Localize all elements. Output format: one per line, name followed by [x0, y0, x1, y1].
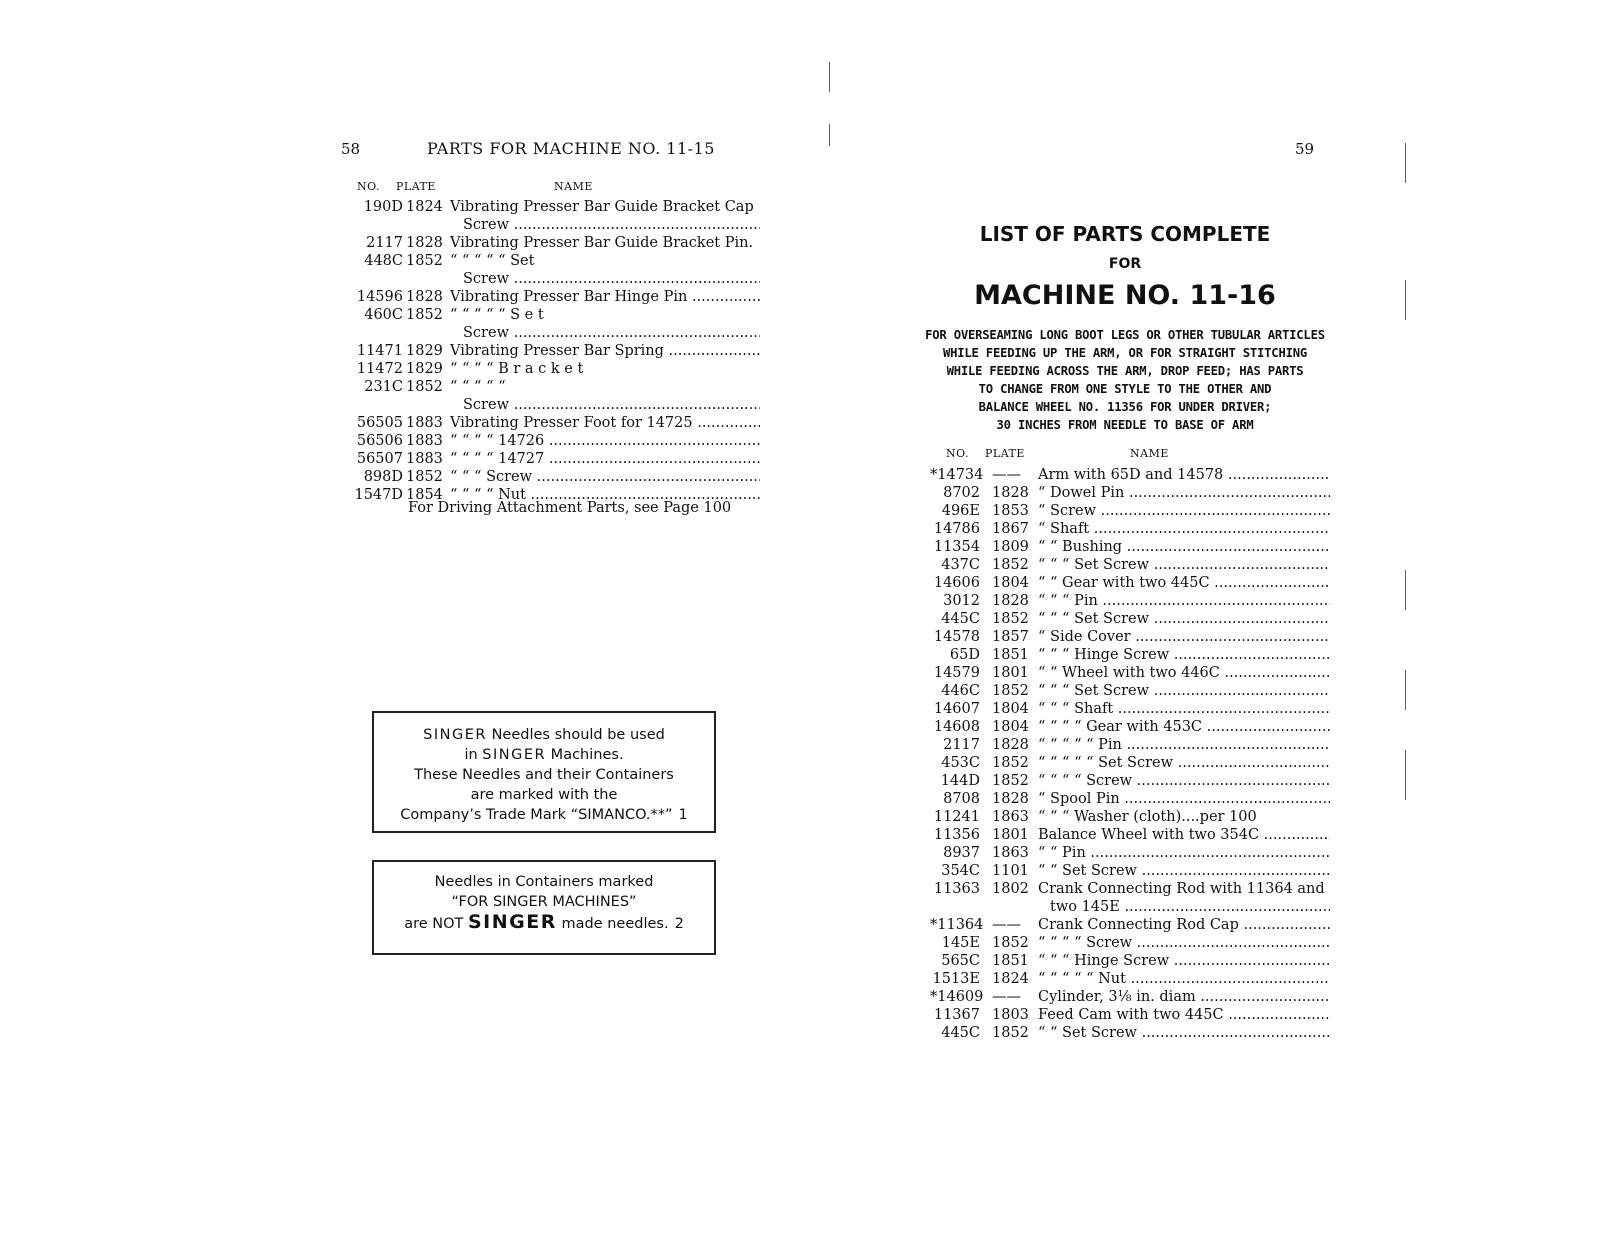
- part-number: 11363: [933, 881, 980, 897]
- right-page-number: 59: [1295, 140, 1315, 158]
- part-number: 56506: [356, 433, 403, 449]
- part-number: 14579: [933, 665, 980, 681]
- table-row: [930, 700, 1330, 718]
- left-header-no: NO.: [357, 180, 380, 193]
- part-name: “ “ “ “ “ Set: [450, 253, 535, 269]
- part-number: 8937: [943, 845, 980, 861]
- list-title-for: FOR: [1108, 256, 1142, 272]
- part-number: 446C: [941, 683, 980, 699]
- plate-number: 1867: [992, 521, 1029, 537]
- part-number: 8702: [943, 485, 980, 501]
- plate-number: 1828: [406, 235, 443, 251]
- notice-line-3: These Needles and their Containers: [414, 767, 674, 783]
- notice-line-5: Company’s Trade Mark “SIMANCO.**” 1: [400, 807, 688, 823]
- part-name: “ “ “ Set Screw .....: [1038, 682, 1330, 700]
- table-row: [930, 898, 1330, 916]
- plate-number: 1824: [406, 199, 443, 215]
- part-number: *14734: [930, 467, 984, 483]
- plate-number: 1828: [992, 593, 1029, 609]
- table-row: [930, 1006, 1330, 1024]
- part-name: “ “ “ “ “ Nut .....: [1038, 970, 1330, 988]
- plate-number: 1828: [992, 791, 1029, 807]
- part-number: 8708: [943, 791, 980, 807]
- table-row: [930, 592, 1330, 610]
- table-row: [930, 610, 1330, 628]
- warning-notice-box: [372, 860, 716, 955]
- table-row: [340, 234, 760, 252]
- table-row: [930, 646, 1330, 664]
- table-row: [930, 718, 1330, 736]
- plate-number: 1828: [406, 289, 443, 305]
- part-number: 56507: [356, 451, 403, 467]
- notice-line-2: in SINGER Machines.: [464, 747, 624, 763]
- part-name: Feed Cam with two 445C .....: [1038, 1006, 1330, 1024]
- part-number: 445C: [941, 1025, 980, 1041]
- part-number: 145E: [941, 935, 980, 951]
- plate-number: 1863: [992, 809, 1029, 825]
- plate-number: 1804: [992, 701, 1029, 717]
- part-number: 11356: [933, 827, 980, 843]
- table-row: [930, 736, 1330, 754]
- plate-number: 1852: [406, 307, 443, 323]
- part-name: Balance Wheel with two 354C .....: [1038, 826, 1330, 844]
- table-row: [340, 252, 760, 270]
- plate-number: 1852: [406, 253, 443, 269]
- plate-number: 1802: [992, 881, 1029, 897]
- left-header-plate: PLATE: [396, 180, 436, 193]
- description-line: BALANCE WHEEL NO. 11356 FOR UNDER DRIVER;: [978, 400, 1272, 414]
- left-parts-list: [340, 198, 760, 504]
- part-number: 448C: [364, 253, 403, 269]
- right-header-name: NAME: [1130, 447, 1169, 460]
- table-row: [930, 466, 1330, 484]
- table-row: [340, 360, 760, 378]
- part-name: “ “ Bushing .....: [1038, 538, 1330, 556]
- part-name: “ “ “ Hinge Screw .....: [1038, 952, 1330, 970]
- part-number: 14607: [933, 701, 980, 717]
- part-name: Vibrating Presser Bar Spring .....: [450, 342, 760, 360]
- list-title: LIST OF PARTS COMPLETE: [979, 222, 1271, 246]
- part-name: Vibrating Presser Foot for 14725 .....: [450, 414, 760, 432]
- table-row: [930, 556, 1330, 574]
- plate-number: 1852: [992, 557, 1029, 573]
- part-name: “ Side Cover .....: [1038, 628, 1330, 646]
- table-row: [340, 414, 760, 432]
- part-number: 1547D: [354, 487, 403, 503]
- needles-notice-box: [372, 711, 716, 833]
- part-name: “ “ “ “ 14726 .....: [450, 432, 760, 450]
- part-number: 898D: [363, 469, 403, 485]
- part-name: “ “ Gear with two 445C .....: [1038, 574, 1330, 592]
- part-number: 144D: [940, 773, 980, 789]
- part-name: “ “ “ “ “: [450, 379, 506, 395]
- part-name: “ “ “ “ Screw .....: [1038, 772, 1330, 790]
- table-row: [340, 378, 760, 396]
- part-name: “ Dowel Pin .....: [1038, 484, 1330, 502]
- plate-number: 1824: [992, 971, 1029, 987]
- part-name: “ “ “ “ “ Pin .....: [1038, 736, 1330, 754]
- plate-number: 1852: [406, 379, 443, 395]
- part-number: 14608: [933, 719, 980, 735]
- left-page-number: 58: [341, 140, 361, 158]
- part-name: “ “ Wheel with two 446C .....: [1038, 664, 1330, 682]
- part-number: 1513E: [932, 971, 980, 987]
- plate-number: 1801: [992, 665, 1029, 681]
- part-number: 11367: [933, 1007, 980, 1023]
- part-name: “ “ Set Screw .....: [1038, 862, 1330, 880]
- part-name: Cylinder, 3⅛ in. diam .....: [1038, 988, 1330, 1006]
- plate-number: 1809: [992, 539, 1029, 555]
- part-name: Screw .....: [463, 324, 760, 342]
- part-name: “ “ “ “ Gear with 453C .....: [1038, 718, 1330, 736]
- part-number: 11241: [933, 809, 980, 825]
- part-name: Screw .....: [463, 216, 760, 234]
- part-number: 65D: [949, 647, 980, 663]
- table-row: [930, 790, 1330, 808]
- table-row: [340, 432, 760, 450]
- part-name: “ “ “ “ Nut .....: [450, 486, 760, 504]
- table-row: [340, 270, 760, 288]
- plate-number: 1852: [992, 683, 1029, 699]
- part-number: 11354: [933, 539, 980, 555]
- description-line: 30 INCHES FROM NEEDLE TO BASE OF ARM: [996, 418, 1254, 432]
- part-number: 14578: [933, 629, 980, 645]
- plate-number: 1804: [992, 575, 1029, 591]
- part-name: two 145E .....: [1050, 898, 1330, 916]
- plate-number: 1828: [992, 485, 1029, 501]
- description-line: FOR OVERSEAMING LONG BOOT LEGS OR OTHER TUBULAR ARTICLES: [925, 328, 1325, 342]
- footer-note: For Driving Attachment Parts, see Page 100: [408, 500, 732, 516]
- part-name: Vibrating Presser Bar Guide Bracket Pin.: [450, 235, 754, 251]
- table-row: [930, 538, 1330, 556]
- part-number: 3012: [943, 593, 980, 609]
- plate-number: 1863: [992, 845, 1029, 861]
- part-number: 2117: [943, 737, 980, 753]
- table-row: [930, 754, 1330, 772]
- table-row: [930, 970, 1330, 988]
- part-name: “ “ “ Screw .....: [450, 468, 760, 486]
- plate-number: ——: [992, 917, 1021, 933]
- part-number: 460C: [364, 307, 403, 323]
- edge-mark: [1405, 143, 1406, 183]
- gutter-mark: [829, 62, 830, 92]
- part-name: “ Shaft .....: [1038, 520, 1330, 538]
- table-row: [930, 880, 1330, 898]
- table-row: [930, 808, 1330, 826]
- part-name: “ “ “ Set Screw .....: [1038, 610, 1330, 628]
- plate-number: ——: [992, 989, 1021, 1005]
- part-name: Vibrating Presser Bar Hinge Pin .....: [450, 288, 760, 306]
- table-row: [930, 916, 1330, 934]
- part-number: 2117: [366, 235, 403, 251]
- description-line: TO CHANGE FROM ONE STYLE TO THE OTHER AND: [978, 382, 1272, 396]
- table-row: [340, 288, 760, 306]
- table-row: [340, 198, 760, 216]
- table-row: [930, 772, 1330, 790]
- part-number: 453C: [941, 755, 980, 771]
- part-name: “ “ “ “ “ S e t: [450, 307, 544, 323]
- table-row: [340, 216, 760, 234]
- plate-number: 1854: [406, 487, 443, 503]
- plate-number: 1804: [992, 719, 1029, 735]
- plate-number: 1803: [992, 1007, 1029, 1023]
- machine-description: [905, 326, 1345, 434]
- part-number: 565C: [941, 953, 980, 969]
- warning-line-3: are NOT SINGER made needles. 2: [404, 911, 684, 933]
- edge-mark: [1405, 670, 1406, 710]
- plate-number: 1851: [992, 953, 1029, 969]
- plate-number: 1828: [992, 737, 1029, 753]
- part-number: 11471: [356, 343, 403, 359]
- part-name: “ Screw .....: [1038, 502, 1330, 520]
- right-parts-list: [930, 466, 1330, 1042]
- plate-number: 1852: [992, 1025, 1029, 1041]
- part-name: Vibrating Presser Bar Guide Bracket Cap: [450, 199, 754, 215]
- table-row: [930, 952, 1330, 970]
- edge-mark: [1405, 280, 1406, 320]
- plate-number: 1883: [406, 415, 443, 431]
- plate-number: 1829: [406, 343, 443, 359]
- table-row: [340, 468, 760, 486]
- table-row: [930, 862, 1330, 880]
- plate-number: 1101: [992, 863, 1029, 879]
- part-number: 14786: [933, 521, 980, 537]
- part-name: “ “ “ “ “ Set Screw .....: [1038, 754, 1330, 772]
- plate-number: 1852: [992, 935, 1029, 951]
- part-number: 354C: [941, 863, 980, 879]
- table-row: [930, 934, 1330, 952]
- part-number: 437C: [941, 557, 980, 573]
- part-name: “ “ Pin .....: [1038, 844, 1330, 862]
- table-row: [930, 520, 1330, 538]
- table-row: [340, 396, 760, 414]
- edge-mark: [1405, 570, 1406, 610]
- plate-number: 1857: [992, 629, 1029, 645]
- part-name: “ “ Set Screw .....: [1038, 1024, 1330, 1042]
- plate-number: ——: [992, 467, 1021, 483]
- part-number: 56505: [356, 415, 403, 431]
- table-row: [930, 1024, 1330, 1042]
- notice-line-4: are marked with the: [470, 787, 618, 803]
- part-name: “ “ “ Set Screw .....: [1038, 556, 1330, 574]
- part-name: “ Spool Pin .....: [1038, 790, 1330, 808]
- description-line: WHILE FEEDING UP THE ARM, OR FOR STRAIGHT STITCHING: [942, 346, 1307, 360]
- part-number: *14609: [930, 989, 984, 1005]
- part-name: Crank Connecting Rod Cap .....: [1038, 916, 1330, 934]
- part-name: “ “ “ Washer (cloth)....per 100: [1038, 809, 1257, 825]
- part-name: Crank Connecting Rod with 11364 and: [1038, 881, 1325, 897]
- plate-number: 1883: [406, 433, 443, 449]
- part-number: 14606: [933, 575, 980, 591]
- part-name: “ “ “ “ Screw .....: [1038, 934, 1330, 952]
- notice-line-1: SINGER Needles should be used: [423, 727, 665, 743]
- plate-number: 1851: [992, 647, 1029, 663]
- part-number: 14596: [356, 289, 403, 305]
- plate-number: 1829: [406, 361, 443, 377]
- part-number: 496E: [941, 503, 980, 519]
- plate-number: 1852: [406, 469, 443, 485]
- part-name: Screw .....: [463, 270, 760, 288]
- warning-line-1: Needles in Containers marked: [434, 874, 654, 890]
- plate-number: 1883: [406, 451, 443, 467]
- table-row: [930, 682, 1330, 700]
- part-name: Screw .....: [463, 396, 760, 414]
- table-row: [930, 664, 1330, 682]
- part-number: 231C: [364, 379, 403, 395]
- left-header-name: NAME: [554, 180, 593, 193]
- part-name: “ “ “ Pin .....: [1038, 592, 1330, 610]
- description-line: WHILE FEEDING ACROSS THE ARM, DROP FEED; HAS PARTS: [946, 364, 1304, 378]
- running-head: PARTS FOR MACHINE NO. 11-15: [427, 139, 715, 158]
- table-row: [930, 844, 1330, 862]
- table-row: [340, 342, 760, 360]
- part-name: “ “ “ “ B r a c k e t: [450, 361, 584, 377]
- plate-number: 1853: [992, 503, 1029, 519]
- part-number: 11472: [356, 361, 403, 377]
- part-name: “ “ “ “ 14727 .....: [450, 450, 760, 468]
- table-row: [340, 450, 760, 468]
- table-row: [340, 324, 760, 342]
- table-row: [930, 826, 1330, 844]
- part-name: “ “ “ Hinge Screw .....: [1038, 646, 1330, 664]
- table-row: [930, 574, 1330, 592]
- warning-line-2: “FOR SINGER MACHINES”: [451, 894, 637, 910]
- table-row: [340, 306, 760, 324]
- table-row: [930, 988, 1330, 1006]
- part-name: “ “ “ Shaft .....: [1038, 700, 1330, 718]
- plate-number: 1852: [992, 755, 1029, 771]
- part-name: Arm with 65D and 14578 .....: [1038, 466, 1330, 484]
- table-row: [930, 502, 1330, 520]
- table-row: [930, 628, 1330, 646]
- gutter-mark: [829, 124, 830, 146]
- part-number: *11364: [930, 917, 984, 933]
- right-header-no: NO.: [946, 447, 969, 460]
- plate-number: 1852: [992, 773, 1029, 789]
- machine-title: MACHINE NO. 11-16: [974, 280, 1276, 311]
- plate-number: 1852: [992, 611, 1029, 627]
- part-number: 445C: [941, 611, 980, 627]
- part-number: 190D: [363, 199, 403, 215]
- plate-number: 1801: [992, 827, 1029, 843]
- edge-mark: [1405, 750, 1406, 800]
- table-row: [930, 484, 1330, 502]
- right-header-plate: PLATE: [985, 447, 1025, 460]
